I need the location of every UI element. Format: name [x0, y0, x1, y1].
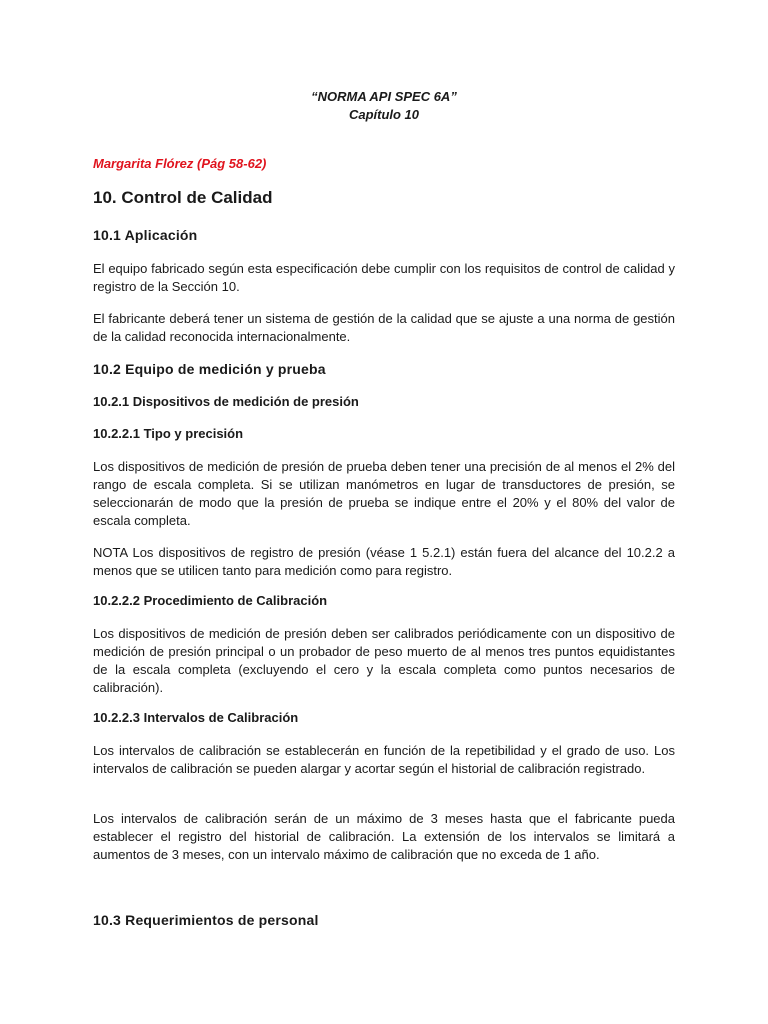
paragraph-10-2-2-3-a: Los intervalos de calibración se establecerán en función de la repetibilidad y el grado de uso. Los intervalos de calibración se pueden alargar y acortar según el historial de calibración registrado.: [93, 743, 675, 776]
paragraph-10-1-a: El equipo fabricado según esta especificación debe cumplir con los requisitos de control de calidad y registro de la Sección 10.: [93, 261, 675, 294]
heading-10-2-2-2: 10.2.2.2 Procedimiento de Calibración: [93, 593, 328, 608]
paragraph-10-2-2-3-b: Los intervalos de calibración serán de un máximo de 3 meses hasta que el fabricante pueda establecer el registro del historial de calibración. La extensión de los intervalos se limitará a aumentos de 3 meses, con un intervalo máximo de calibración que no exceda de 1 año.: [93, 811, 675, 862]
heading-10-2-2-3: 10.2.2.3 Intervalos de Calibración: [93, 710, 299, 725]
heading-10-3: 10.3 Requerimientos de personal: [93, 912, 319, 928]
author-line: Margarita Flórez (Pág 58-62): [93, 156, 267, 171]
heading-10-2-1: 10.2.1 Dispositivos de medición de presión: [93, 394, 359, 409]
paragraph-10-2-2-2: Los dispositivos de medición de presión deben ser calibrados periódicamente con un dispositivo de medición de presión principal o un probador de peso muerto de al menos tres puntos equidistantes de la escala completa (excluyendo el cero y la escala completa como puntos necesarios de calibración).: [93, 626, 675, 695]
chapter-label: Capítulo 10: [348, 107, 420, 122]
heading-10-1: 10.1 Aplicación: [93, 227, 198, 243]
paragraph-10-2-2-1-note: NOTA Los dispositivos de registro de presión (véase 1 5.2.1) están fuera del alcance del 10.2.2 a menos que se utilicen tanto para medición como para registro.: [93, 545, 675, 578]
document-title-block: [93, 88, 675, 124]
section-title: 10. Control de Calidad: [93, 188, 273, 207]
document-title: “NORMA API SPEC 6A”: [311, 89, 457, 104]
paragraph-10-1-b: El fabricante deberá tener un sistema de gestión de la calidad que se ajuste a una norma de gestión de la calidad reconocida internacionalmente.: [93, 311, 675, 344]
heading-10-2-2-1: 10.2.2.1 Tipo y precisión: [93, 426, 244, 441]
heading-10-2: 10.2 Equipo de medición y prueba: [93, 361, 326, 377]
paragraph-10-2-2-1-a: Los dispositivos de medición de presión de prueba deben tener una precisión de al menos el 2% del rango de escala completa. Si se utilizan manómetros en lugar de transductores de presión, se seleccionarán de modo que la presión de prueba se indique entre el 20% y el 80% del valor de escala completa.: [93, 459, 675, 528]
